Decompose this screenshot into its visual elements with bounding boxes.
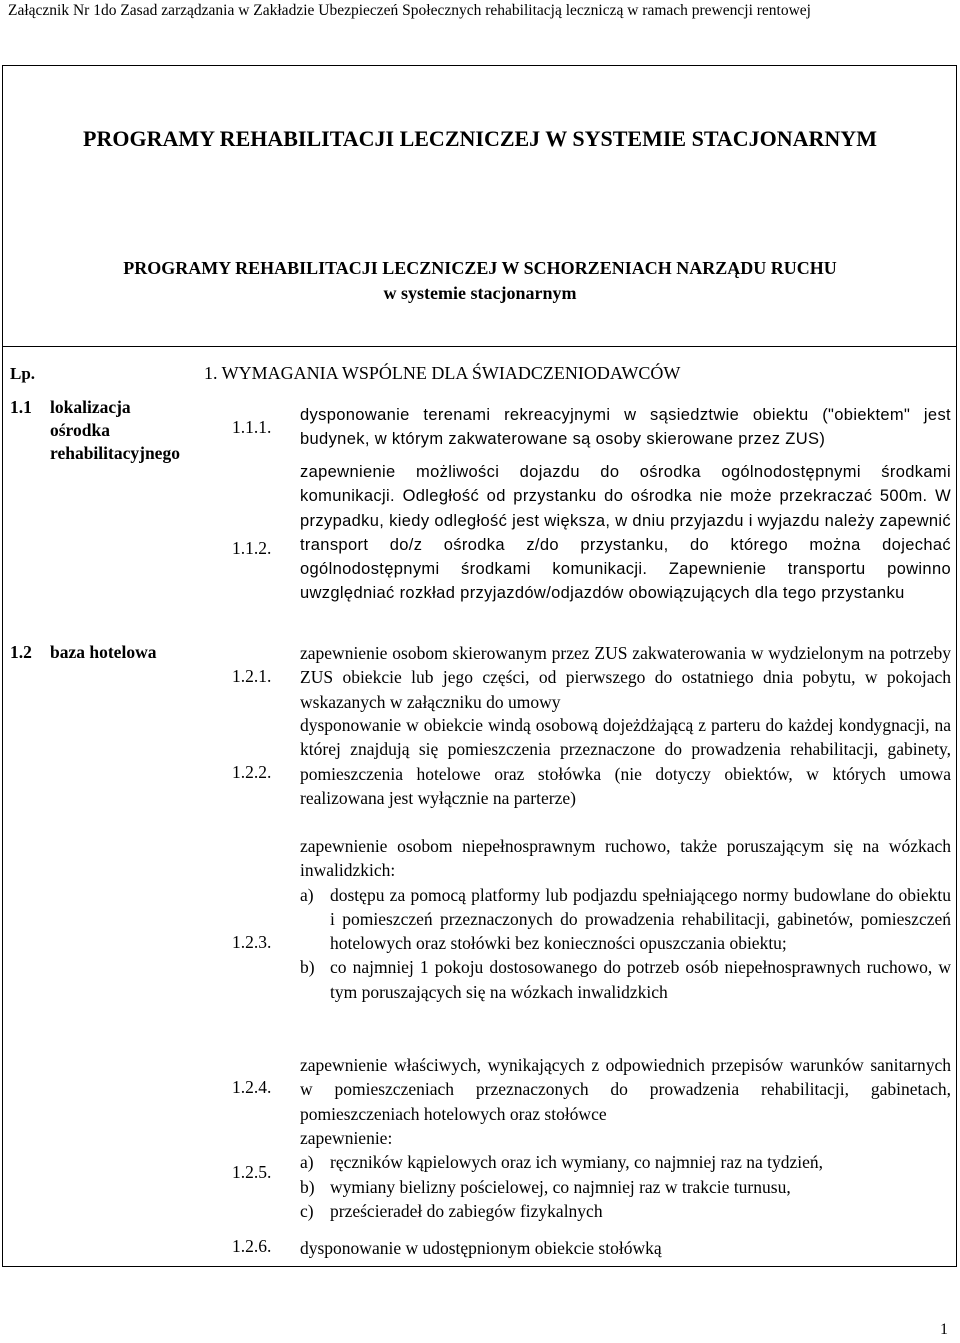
item-text-1-1-2: zapewnienie możliwości dojazdu do ośrodka ogólnodostępnymi środkami komunikacji. Odległość od przystanku do ośrodka nie może przekraczać 500m. W przypadku, kiedy odległość jest większa, w dniu przyjazdu i wyjazdu należy zapewnić transport do/z ośrodka z/do przystanku, do którego można dojechać ogólnodostępnymi środkami komunikacji. Zapewnienie transportu powinno uwzględniać rozkład przyjazdów/odjazdów obowiązujących dla tego przystanku [300, 463, 951, 603]
item-intro: zapewnienie: [300, 1128, 393, 1148]
row-label-line: ośrodka [50, 420, 110, 440]
list-item [300, 1199, 951, 1223]
main-title: PROGRAMY REHABILITACJI LECZNICZEJ W SYSTEMIE STACJONARNYM [83, 126, 877, 151]
list-item-text: ręczników kąpielowych oraz ich wymiany, co najmniej raz na tydzień, [330, 1152, 824, 1173]
subtitle-line-1: PROGRAMY REHABILITACJI LECZNICZEJ W SCHORZENIACH NARZĄDU RUCHU [123, 258, 837, 278]
section-heading: 1. WYMAGANIA WSPÓLNE DLA ŚWIADCZENIODAWCÓW [204, 363, 681, 383]
row-number-1-2: 1.2 [10, 642, 32, 662]
page-number: 1 [940, 1321, 948, 1338]
item-code-1-1-2: 1.1.2. [232, 538, 272, 558]
row-label-line: lokalizacja [50, 397, 131, 417]
list-marker: a) [300, 1152, 314, 1173]
list-item [300, 883, 951, 956]
item-text-1-2-2: dysponowanie w obiekcie windą osobową dojeżdżającą z parteru do każdej kondygnacji, na której znajdują się pomieszczenia przeznaczone do prowadzenia rehabilitacji, gabinety, pomieszczenia hotelowe oraz stołówka (nie dotyczy obiektów, w których umowa realizowana jest wyłącznie na parterze) [300, 715, 951, 808]
item-code-1-2-6: 1.2.6. [232, 1236, 272, 1256]
list-item-text: dostępu za pomocą platformy lub podjazdu spełniającego normy budowlane do obiektu i pomieszczeń przeznaczonych do prowadzenia rehabilitacji, gabinetów, pomieszczeń hotelowych oraz stołówki bez konieczności opuszczania obiektu; [330, 884, 951, 954]
item-code-1-2-5: 1.2.5. [232, 1162, 272, 1182]
item-text-1-2-5 [300, 1126, 951, 1223]
item-code-1-1-1: 1.1.1. [232, 417, 272, 437]
row-label-1-1 [50, 396, 180, 465]
item-text-1-1-1: dysponowanie terenami rekreacyjnymi w sąsiedztwie obiektu ("obiektem" jest budynek, w którym zakwaterowane są osoby skierowane przez ZUS) [300, 406, 951, 449]
row-label-1-2: baza hotelowa [50, 642, 157, 662]
list-marker: b) [300, 1176, 315, 1197]
item-text-1-2-3 [300, 834, 951, 1004]
table-divider [2, 346, 957, 347]
item-text-1-2-1: zapewnienie osobom skierowanym przez ZUS zakwaterowania w wydzielonym na potrzeby ZUS obiekcie lub jego części, od pierwszego do ostatniego dnia pobytu, w pokojach wskazanych w załączniku do umowy [300, 643, 951, 712]
item-code-1-2-3: 1.2.3. [232, 932, 272, 952]
list-item [300, 1175, 951, 1199]
list-item-text: co najmniej 1 pokoju dostosowanego do potrzeb osób niepełnosprawnych ruchowo, w tym poruszających się na wózkach inwalidzkich [330, 957, 951, 1002]
item-text-1-2-6: dysponowanie w udostępnionym obiekcie stołówką [300, 1238, 662, 1258]
list-marker: b) [300, 957, 315, 978]
list-marker: c) [300, 1200, 314, 1221]
list-item-text: wymiany bielizny pościelowej, co najmniej raz w trakcie turnusu, [330, 1176, 791, 1197]
lp-column-header: Lp. [10, 364, 36, 383]
row-label-line: rehabilitacyjnego [50, 443, 180, 463]
subtitle-line-2: w systemie stacjonarnym [383, 283, 577, 303]
document-header: Załącznik Nr 1do Zasad zarządzania w Zakładzie Ubezpieczeń Społecznych rehabilitacją leczniczą w ramach prewencji rentowej [8, 2, 811, 19]
list-marker: a) [300, 884, 314, 905]
list-item [300, 1150, 951, 1174]
item-code-1-2-1: 1.2.1. [232, 666, 272, 686]
list-item-text: prześcieradeł do zabiegów fizykalnych [330, 1200, 603, 1221]
item-code-1-2-4: 1.2.4. [232, 1077, 272, 1097]
item-intro: zapewnienie osobom niepełnosprawnym ruchowo, także poruszającym się na wózkach inwalidzkich: [300, 836, 951, 881]
item-code-1-2-2: 1.2.2. [232, 762, 272, 782]
row-number-1-1: 1.1 [10, 397, 32, 417]
list-item [300, 955, 951, 1004]
item-text-1-2-4: zapewnienie właściwych, wynikających z odpowiednich przepisów warunków sanitarnych w pomieszczeniach przeznaczonych do prowadzenia rehabilitacji, gabinetach, pomieszczeniach hotelowych oraz stołówce [300, 1055, 951, 1124]
